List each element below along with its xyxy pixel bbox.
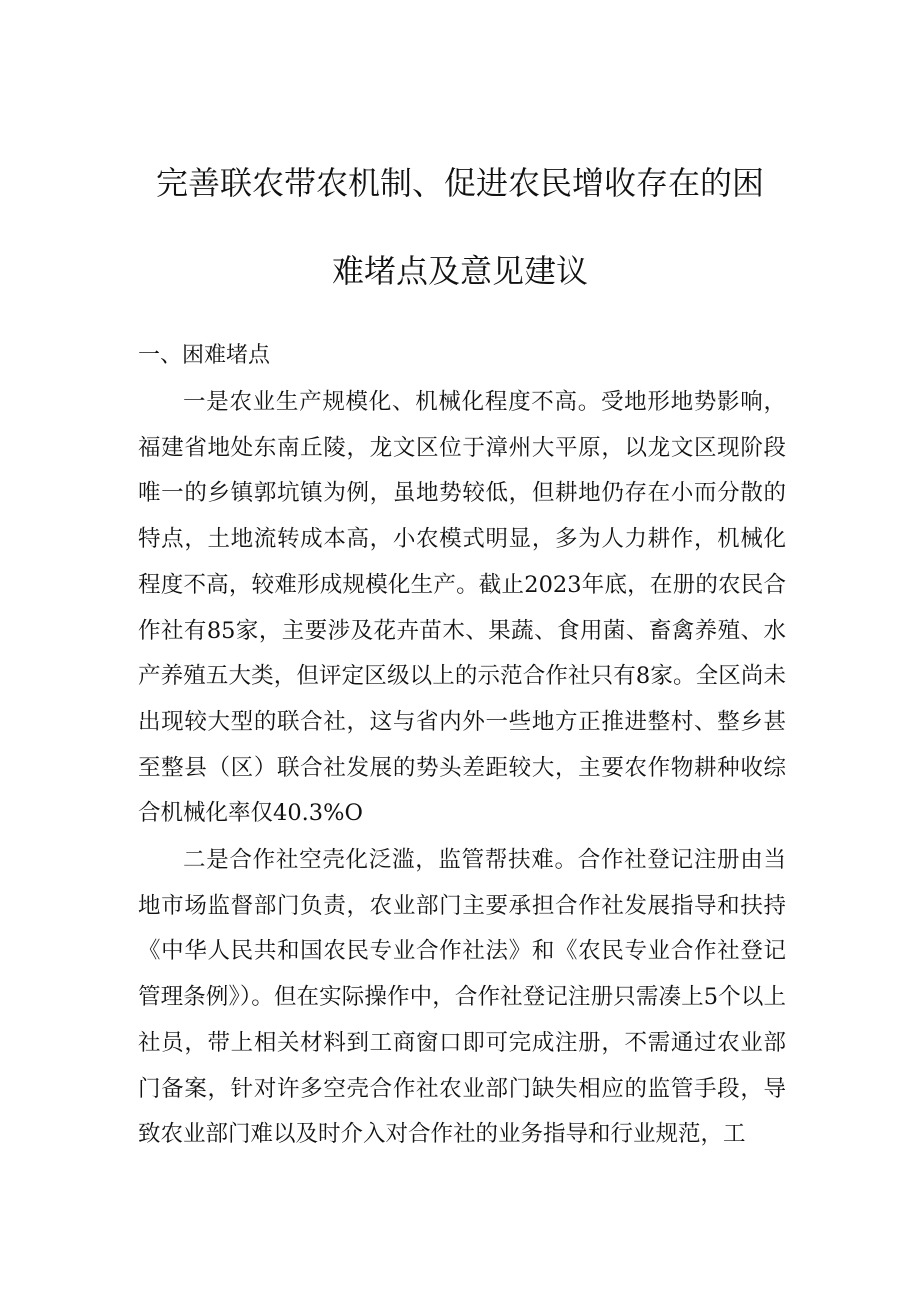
document-title-line-1: 完善联农带农机制、促进农民增收存在的困 xyxy=(155,164,764,202)
paragraph-shell-cooperatives: 二是合作社空壳化泛滥，监管帮扶难。合作社登记注册由当地市场监督部门负责，农业部门主要承担合作社发展指导和扶持《中华人民共和国农民专业合作社法》和《农民专业合作社登记管理条例》）。但在实际操作中，合作社登记注册只需凑上5个以上社员，带上相关材料到工商窗口即可完成注册，不需通过农业部门备案，针对许多空壳合作社农业部门缺失相应的监管手段，导致农业部门难以及时介入对合作社的业务指导和行业规范，工 xyxy=(138,847,786,1148)
paragraph-mechanization: 一是农业生产规模化、机械化程度不高。受地形地势影响，福建省地处东南丘陵，龙文区位于漳州大平原，以龙文区现阶段唯一的乡镇郭坑镇为例，虽地势较低，但耕地仍存在小而分散的特点，土地流转成本高，小农模式明显，多为人力耕作，机械化程度不高，较难形成规模化生产。截止2023年底，在册的农民合作社有85家，主要涉及花卉苗木、果蔬、食用菌、畜禽养殖、水产养殖五大类，但评定区级以上的示范合作社只有8家。全区尚未出现较大型的联合社，这与省内外一些地方正推进整村、整乡甚至整县（区）联合社发展的势头差距较大，主要农作物耕种收综合机械化率仅40.3%O xyxy=(138,389,786,827)
section-heading-difficulties: 一、困难堵点 xyxy=(138,343,271,368)
document-title-line-2: 难堵点及意见建议 xyxy=(331,252,588,290)
